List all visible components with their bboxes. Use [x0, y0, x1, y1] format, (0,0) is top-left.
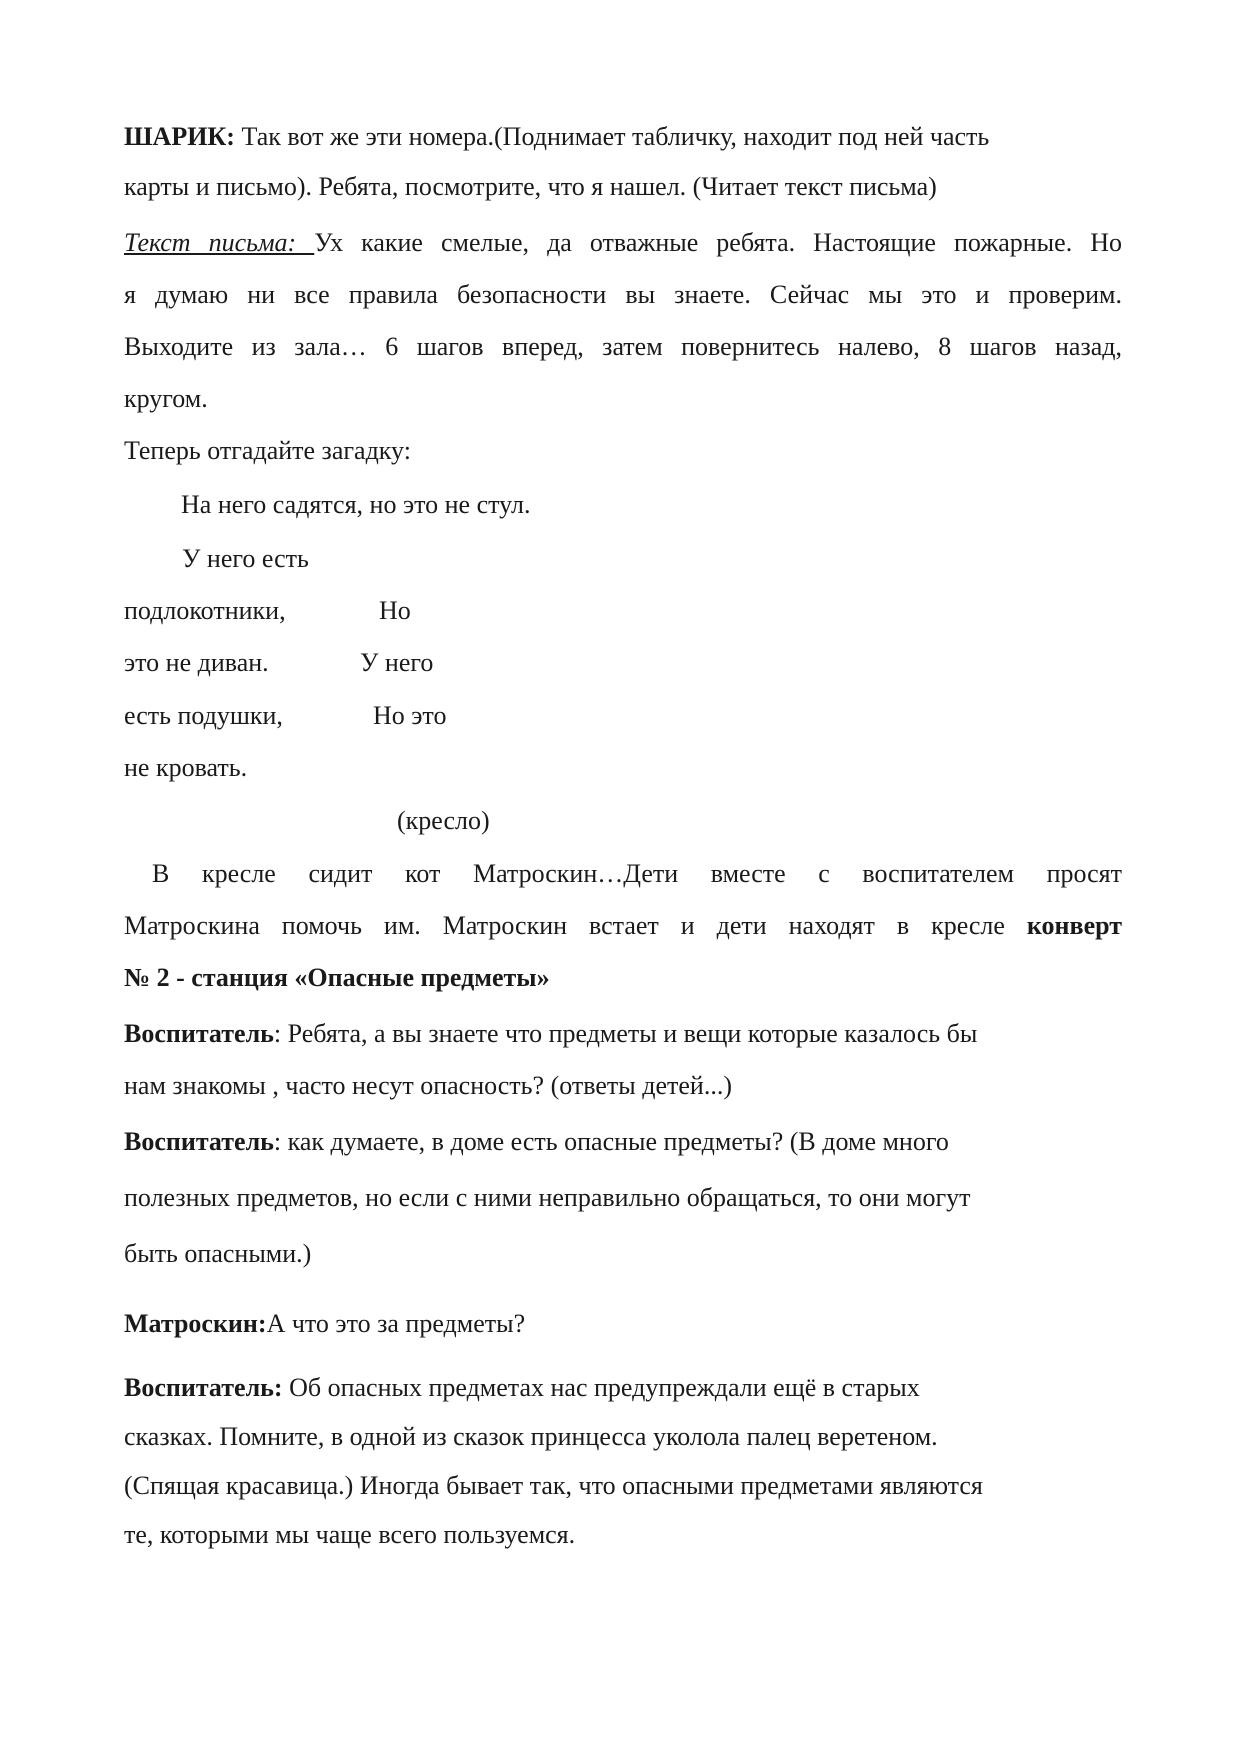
riddle-line2: У него есть — [182, 544, 309, 573]
dialog1-line1 — [124, 1019, 977, 1049]
riddle-answer: (кресло) — [397, 806, 490, 835]
dialog4-text1: Об опасных предметах нас предупреждали ещё в старых — [282, 1373, 920, 1402]
p1-text1: Так вот же эти номера.(Поднимает табличку, находит под ней часть — [234, 122, 990, 151]
dialog2-line1 — [124, 1127, 949, 1157]
dialog3-line1 — [124, 1309, 525, 1339]
riddle-line3a: подлокотники, — [124, 596, 286, 625]
speaker-teacher-2: Воспитатель — [124, 1127, 274, 1156]
station-title-text: № 2 - станция «Опасные предметы» — [124, 963, 550, 992]
letter-label: Текст письма: — [124, 228, 315, 257]
letter-text1: Ух какие смелые, да отважные ребята. Настоящие пожарные. Но — [314, 228, 1123, 257]
narration-text2: Матроскина помочь им. Матроскин встает и дети находят в кресле — [124, 911, 1027, 940]
dialog4-line4: те, которыми мы чаще всего пользуемся. — [124, 1520, 576, 1549]
envelope-label: конверт — [1026, 911, 1122, 940]
narration-line1: В кресле сидит кот Матроскин…Дети вместе с воспитателем просят — [152, 859, 1122, 888]
speaker-sharik: ШАРИК: — [124, 122, 235, 151]
speaker-teacher-1: Воспитатель — [124, 1019, 274, 1048]
dialog2-line3: быть опасными.) — [124, 1239, 312, 1268]
dialog1-text1: : Ребята, а вы знаете что предметы и вещи которые казалось бы — [273, 1019, 978, 1048]
letter-line3: Выходите из зала… 6 шагов вперед, затем повернитесь налево, 8 шагов назад, — [124, 332, 1122, 361]
dialog4-line3: (Спящая красавица.) Иногда бывает так, что опасными предметами являются — [124, 1471, 983, 1500]
p1-line2: карты и письмо). Ребята, посмотрите, что я нашел. (Читает текст письма) — [124, 172, 937, 201]
dialog1-line2: нам знакомы , часто несут опасность? (ответы детей...) — [124, 1071, 732, 1100]
riddle-line5b: Но это — [373, 701, 447, 730]
p1-line1 — [124, 122, 989, 152]
dialog3-text1: А что это за предметы? — [266, 1309, 526, 1338]
speaker-matroskin: Матроскин: — [124, 1309, 267, 1338]
dialog2-text1: : как думаете, в доме есть опасные предметы? (В доме много — [273, 1127, 949, 1156]
letter-line1 — [124, 228, 1122, 258]
riddle-line4b: У него — [360, 648, 434, 677]
dialog4-line1 — [124, 1373, 920, 1403]
letter-line2: я думаю ни все правила безопасности вы знаете. Сейчас мы это и проверим. — [124, 280, 1122, 309]
riddle-line6: не кровать. — [124, 753, 248, 782]
riddle-line5a: есть подушки, — [124, 701, 283, 730]
narration-line2 — [124, 911, 1122, 941]
speaker-teacher-3: Воспитатель: — [124, 1373, 283, 1402]
dialog4-line2: сказках. Помните, в одной из сказок принцесса уколола палец веретеном. — [124, 1422, 938, 1451]
riddle-line3b: Но — [379, 596, 411, 625]
riddle-line1: На него садятся, но это не стул. — [181, 490, 531, 519]
riddle-intro: Теперь отгадайте загадку: — [124, 436, 411, 465]
dialog2-line2: полезных предметов, но если с ними неправильно обращаться, то они могут — [124, 1183, 971, 1212]
letter-line4: кругом. — [124, 384, 208, 413]
riddle-line4a: это не диван. — [124, 648, 269, 677]
station-title — [124, 963, 550, 993]
